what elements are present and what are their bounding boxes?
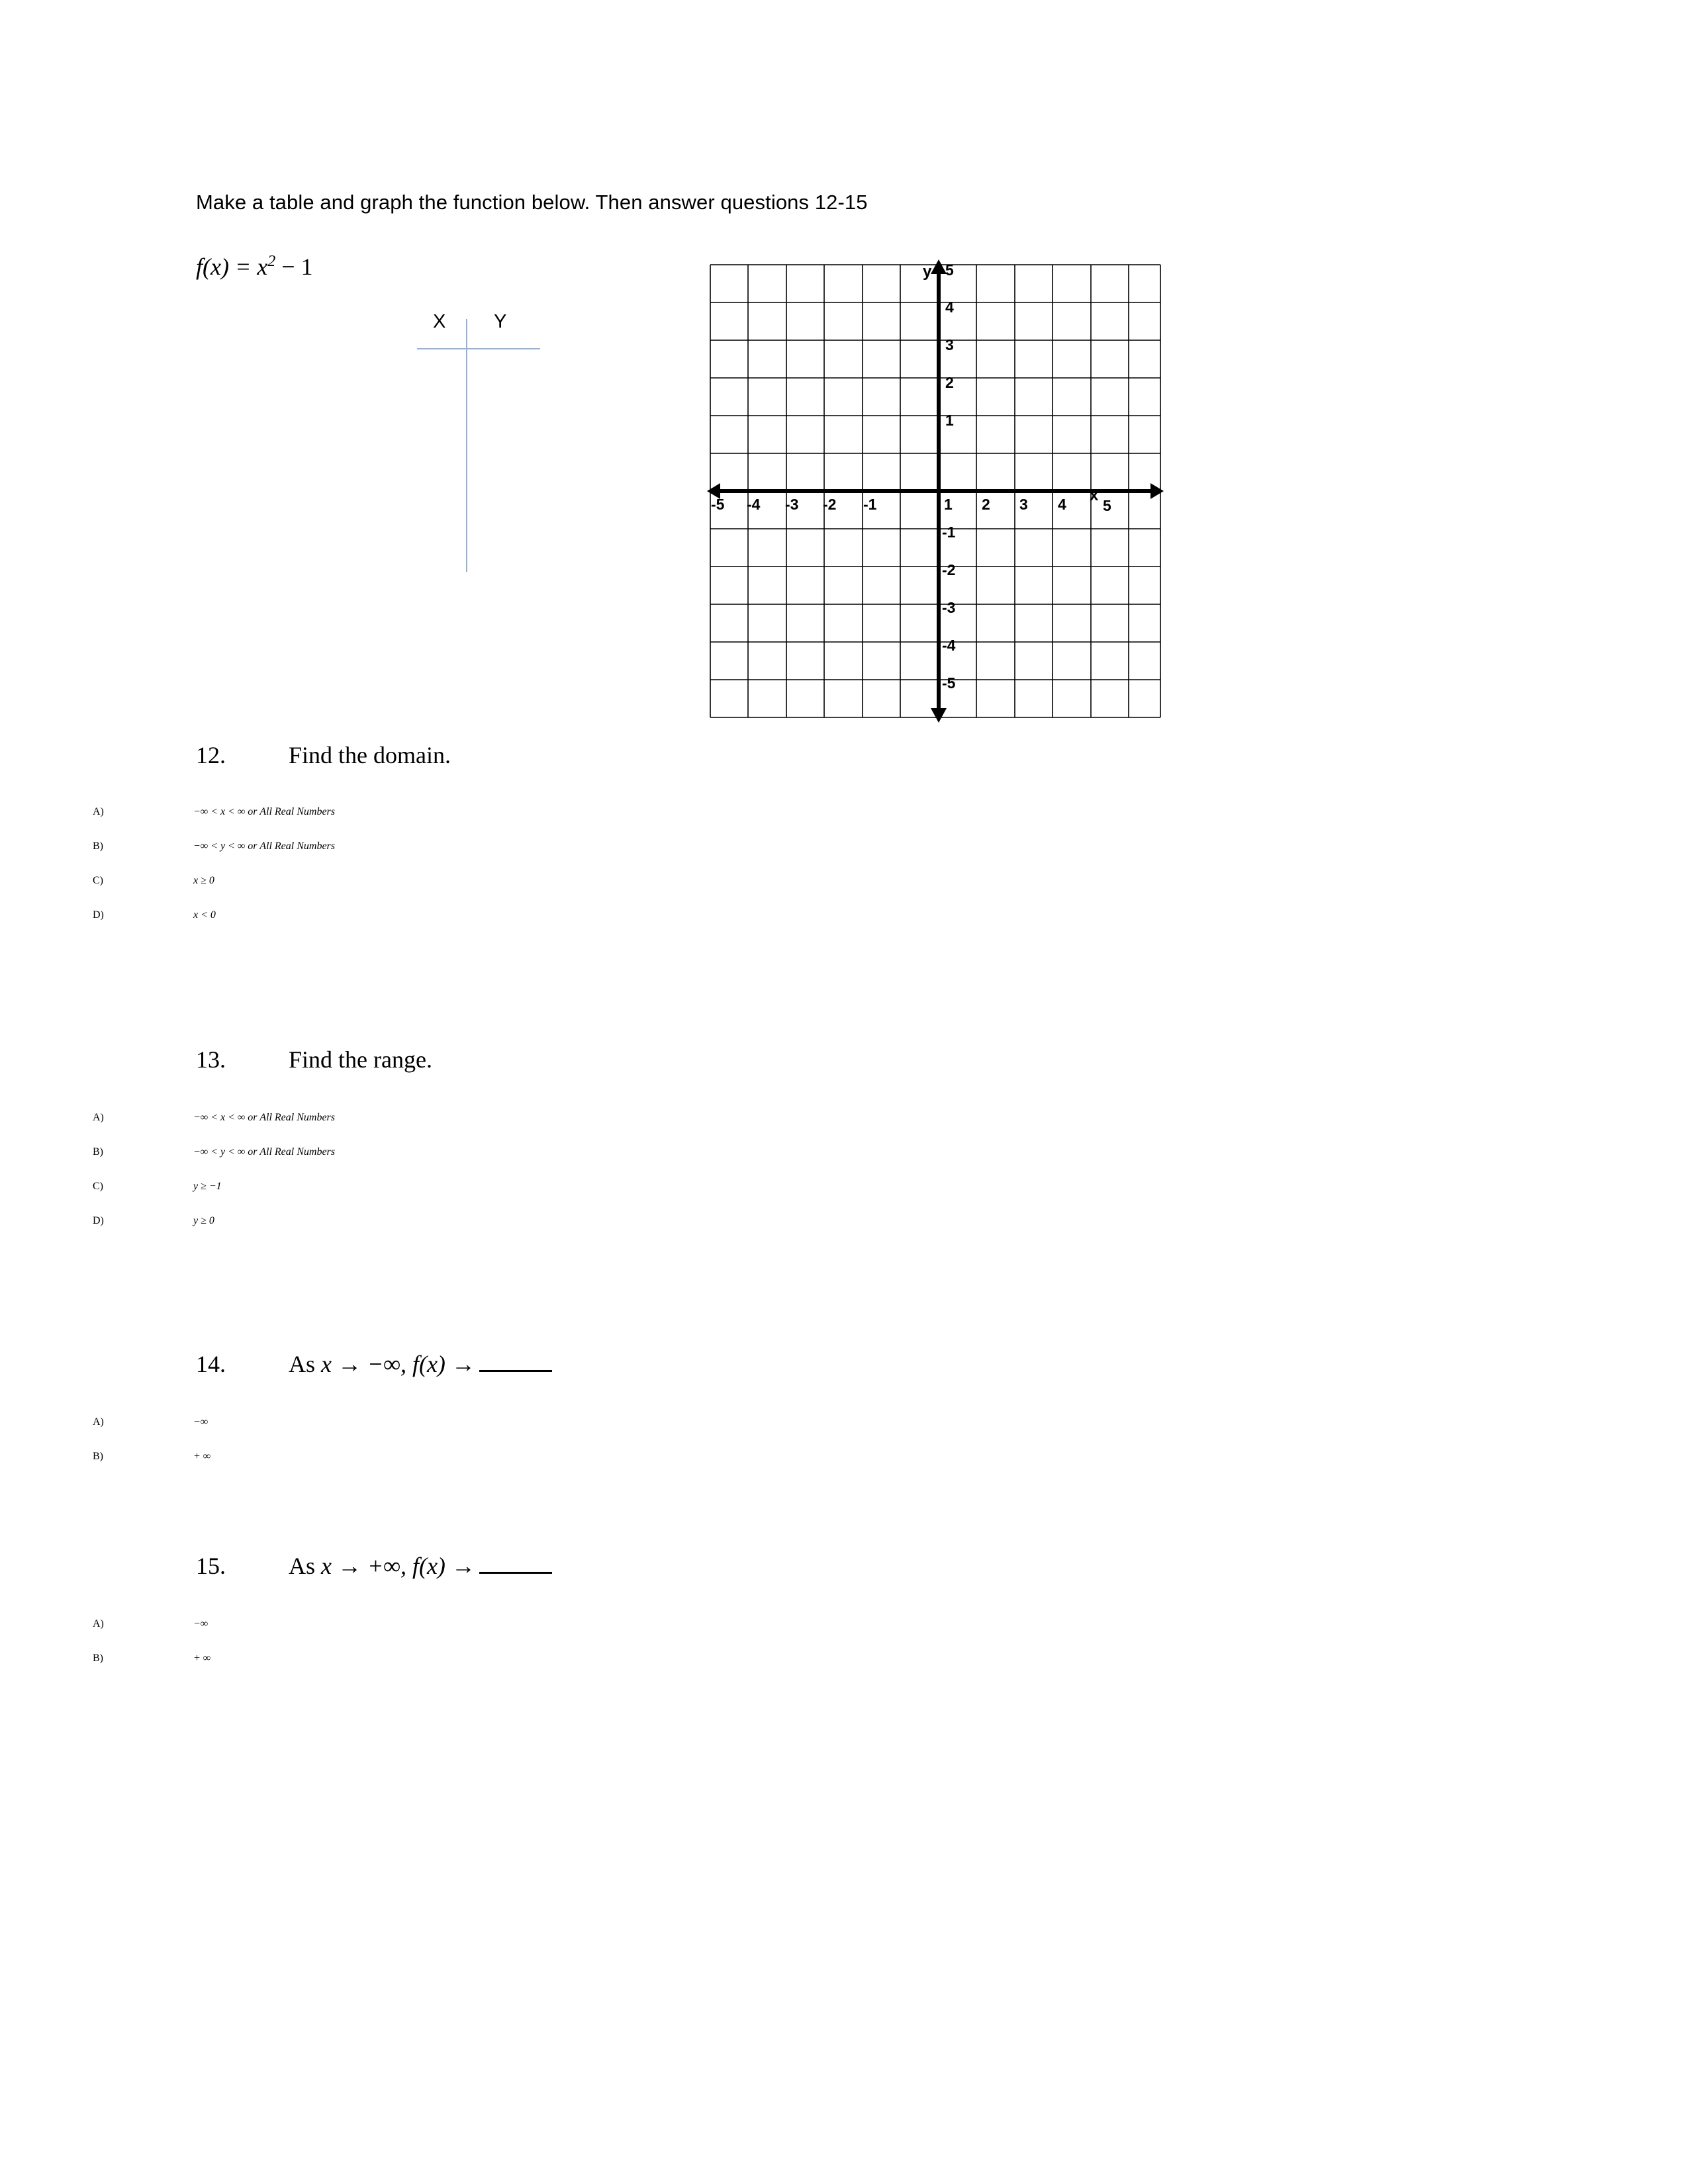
choice-a-label: A) bbox=[93, 1112, 104, 1123]
instruction-text: Make a table and graph the function below. Then answer questions 12-15 bbox=[196, 191, 868, 214]
svg-text:1: 1 bbox=[944, 496, 953, 513]
choice-c-label: C) bbox=[93, 875, 103, 886]
choice-c-text: y ≥ −1 bbox=[193, 1181, 222, 1192]
svg-text:2: 2 bbox=[982, 496, 990, 513]
choice-c-text: x ≥ 0 bbox=[193, 875, 214, 886]
table-vertical-rule bbox=[466, 319, 467, 572]
svg-text:3: 3 bbox=[945, 336, 954, 353]
choice-d-text: y ≥ 0 bbox=[193, 1215, 214, 1226]
svg-text:5: 5 bbox=[945, 261, 954, 279]
choice-b-text: + ∞ bbox=[193, 1451, 211, 1462]
svg-text:-4: -4 bbox=[942, 637, 956, 654]
choice-b-label: B) bbox=[93, 1451, 103, 1462]
table-header-y: Y bbox=[494, 311, 507, 332]
question-14-stem-math: x → −∞, f(x) → bbox=[321, 1351, 475, 1377]
choice-a-text: −∞ bbox=[193, 1618, 209, 1629]
svg-text:4: 4 bbox=[945, 298, 954, 316]
choice-d-label: D) bbox=[93, 909, 104, 921]
choice-d-label: D) bbox=[93, 1215, 104, 1226]
choice-b-text: −∞ < y < ∞ or All Real Numbers bbox=[193, 1146, 336, 1158]
choice-b-label: B) bbox=[93, 1653, 103, 1664]
choice-a-label: A) bbox=[93, 1416, 104, 1428]
svg-text:-2: -2 bbox=[942, 561, 956, 578]
answer-blank[interactable] bbox=[479, 1552, 552, 1574]
question-15-stem-math: x → +∞, f(x) → bbox=[321, 1553, 475, 1579]
question-13-number: 13. bbox=[196, 1046, 226, 1073]
svg-text:-4: -4 bbox=[747, 496, 761, 513]
choice-a-text: −∞ bbox=[193, 1416, 209, 1428]
svg-text:3: 3 bbox=[1019, 496, 1028, 513]
svg-text:1: 1 bbox=[945, 412, 954, 429]
svg-text:-3: -3 bbox=[785, 496, 799, 513]
question-12-number: 12. bbox=[196, 742, 226, 768]
function-expression-tail: − 1 bbox=[275, 253, 313, 280]
svg-text:-1: -1 bbox=[863, 496, 877, 513]
svg-text:-1: -1 bbox=[942, 523, 956, 541]
question-15-number: 15. bbox=[196, 1553, 226, 1579]
coordinate-grid-svg bbox=[707, 259, 1164, 723]
y-axis-label: y bbox=[923, 263, 932, 281]
table-header-x: X bbox=[433, 311, 446, 332]
function-expression bbox=[196, 253, 313, 281]
function-exponent: 2 bbox=[267, 253, 276, 270]
svg-text:-5: -5 bbox=[942, 674, 956, 692]
x-axis-label: x bbox=[1090, 486, 1099, 504]
choice-b-label: B) bbox=[93, 1146, 103, 1158]
choice-a-label: A) bbox=[93, 1618, 104, 1629]
choice-b-text: −∞ < y < ∞ or All Real Numbers bbox=[193, 841, 336, 852]
question-13-stem: Find the range. bbox=[289, 1046, 432, 1073]
svg-text:2: 2 bbox=[945, 374, 954, 391]
table-horizontal-rule bbox=[417, 348, 540, 349]
choice-a-label: A) bbox=[93, 806, 104, 817]
function-expression-base: f(x) = x bbox=[196, 253, 268, 280]
question-14-number: 14. bbox=[196, 1351, 226, 1377]
svg-text:-5: -5 bbox=[711, 496, 725, 513]
choice-d-text: x < 0 bbox=[193, 909, 216, 921]
xy-table bbox=[417, 311, 543, 589]
svg-text:5: 5 bbox=[1103, 497, 1111, 514]
choice-c-label: C) bbox=[93, 1181, 103, 1192]
choice-b-label: B) bbox=[93, 841, 103, 852]
svg-text:4: 4 bbox=[1058, 496, 1066, 513]
choice-a-text: −∞ < x < ∞ or All Real Numbers bbox=[193, 806, 336, 817]
answer-blank[interactable] bbox=[479, 1350, 552, 1372]
choice-a-text: −∞ < x < ∞ or All Real Numbers bbox=[193, 1112, 336, 1123]
coordinate-grid bbox=[707, 259, 1164, 723]
question-14-stem bbox=[289, 1350, 552, 1378]
question-12-stem: Find the domain. bbox=[289, 742, 451, 768]
svg-text:-2: -2 bbox=[823, 496, 837, 513]
question-14-stem-prefix: As bbox=[289, 1351, 322, 1377]
svg-text:-3: -3 bbox=[942, 599, 956, 616]
question-15-stem bbox=[289, 1552, 552, 1580]
tick-labels bbox=[711, 261, 1111, 692]
question-15-stem-prefix: As bbox=[289, 1553, 322, 1579]
choice-b-text: + ∞ bbox=[193, 1653, 211, 1664]
